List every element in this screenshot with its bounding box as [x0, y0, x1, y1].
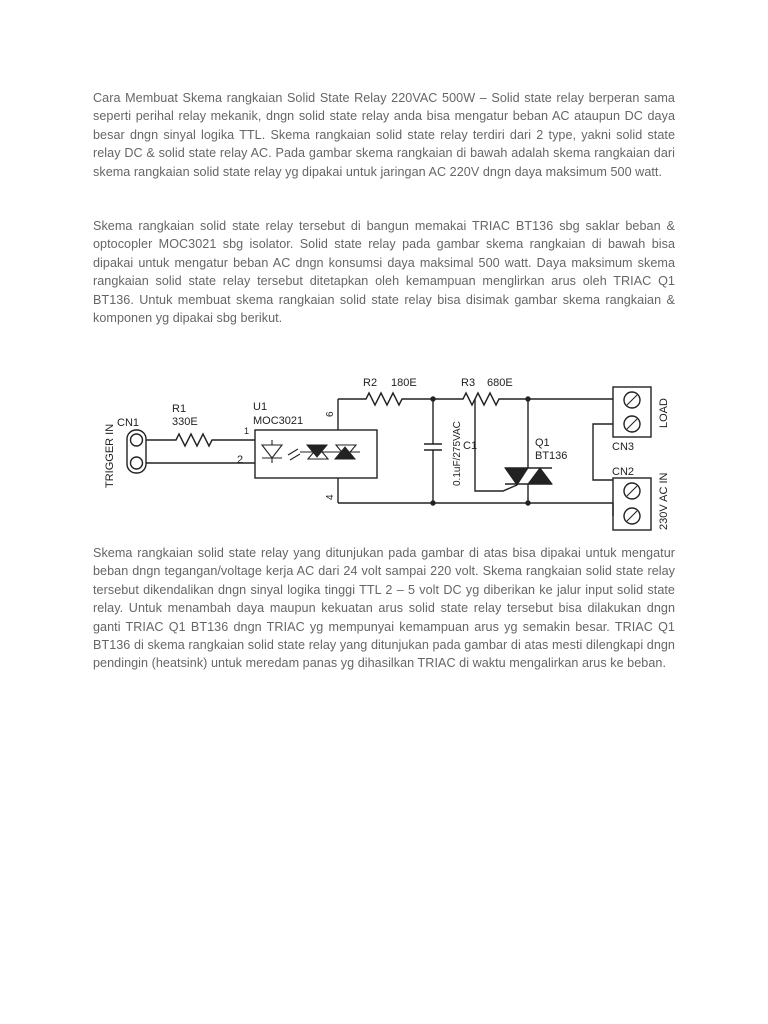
u1-pin1: 1: [244, 426, 250, 436]
r1-name: R1: [172, 403, 187, 415]
r2-resistor: [338, 393, 433, 405]
ac-in-label: 230V AC IN: [658, 472, 670, 530]
paragraph-intro: Cara Membuat Skema rangkaian Solid State Relay 220VAC 500W – Solid state relay berperan sama seperti perihal relay mekanik, dngn solid state relay anda bisa mengatur beban AC ataupun DC daya besar dngn sinyal logika TTL. Skema rangkaian solid state relay terdiri dari 2 type, yakni solid state relay DC & solid state relay AC. Pada gambar skema rangkaian di bawah adalah skema rangkaian dari skema rangkaian solid state relay yg dipakai untuk jaringan AC 220V dngn daya maksimum 500 watt.: [93, 91, 675, 179]
u1-pin6: 6: [325, 411, 336, 417]
r1-resistor: [146, 434, 255, 446]
u1-pin4: 4: [325, 494, 336, 500]
u1-optocoupler: [255, 430, 377, 478]
c1-capacitor: [424, 399, 442, 503]
q1-name: Q1: [535, 437, 550, 449]
r1-value: 330E: [172, 416, 198, 428]
ssr-schematic-diagram: [100, 368, 680, 538]
c1-value: 0.1uF/275VAC: [452, 421, 463, 486]
r3-name: R3: [461, 377, 476, 389]
cn3-return-wire: [593, 424, 613, 480]
cn2-ac-in-connector: [613, 478, 651, 530]
paragraph-usage: Skema rangkaian solid state relay yang ditunjukan pada gambar di atas bisa dipakai untuk mengatur beban dngn tegangan/voltage kerja AC dari 24 volt sampai 220 volt. Skema rangkaian solid state relay tersebut dikendalikan dngn sinyal logika tinggi TTL 2 – 5 volt DC yg diberikan ke jalur input solid state relay. Untuk menambah daya maupun kekuatan arus solid state relay tersebut bisa dilakukan dngn ganti TRIAC Q1 BT136 dngn TRIAC yg mempunyai kemampuan arus yg semakin besar. TRIAC Q1 BT136 di skema rangkaian solid state relay yang ditunjukan pada gambar di atas mesti dilengkapi dngn pendingin (heatsink) untuk meredam panas yg dihasilkan TRIAC di waktu mengalirkan arus ke beban.: [93, 546, 675, 671]
cn1-connector: [127, 430, 146, 473]
cn1-label: CN1: [117, 417, 140, 429]
paragraph-components: Skema rangkaian solid state relay tersebut di bangun memakai TRIAC BT136 sbg saklar beban & optocopler MOC3021 sbg isolator. Solid state relay pada gambar skema rangkaian di bawah bisa dipakai untuk mengatur beban AC dngn konsumsi daya maksimal 500 watt. Daya maksimum skema rangkaian solid state relay tersebut ditetapkan oleh kemampuan menglirkan arus oleh TRIAC Q1 BT136. Untuk membuat skema rangkaian solid state relay bisa disimak gambar skema rangkaian & komponen yg dipakai sbg berikut.: [93, 219, 675, 326]
load-label: LOAD: [658, 398, 670, 428]
cn3-load-connector: [613, 387, 651, 437]
r3-resistor: [433, 393, 528, 405]
c1-name: C1: [463, 440, 478, 452]
r3-value: 680E: [487, 377, 513, 389]
u1-part: MOC3021: [253, 415, 304, 427]
cn2-label: CN2: [612, 466, 635, 478]
q1-part: BT136: [535, 450, 568, 462]
cn3-label: CN3: [612, 441, 635, 453]
trigger-in-label: TRIGGER IN: [104, 423, 116, 488]
u1-name: U1: [253, 401, 268, 413]
u1-pin2: 2: [237, 454, 244, 466]
r2-name: R2: [363, 377, 378, 389]
r2-value: 180E: [391, 377, 417, 389]
